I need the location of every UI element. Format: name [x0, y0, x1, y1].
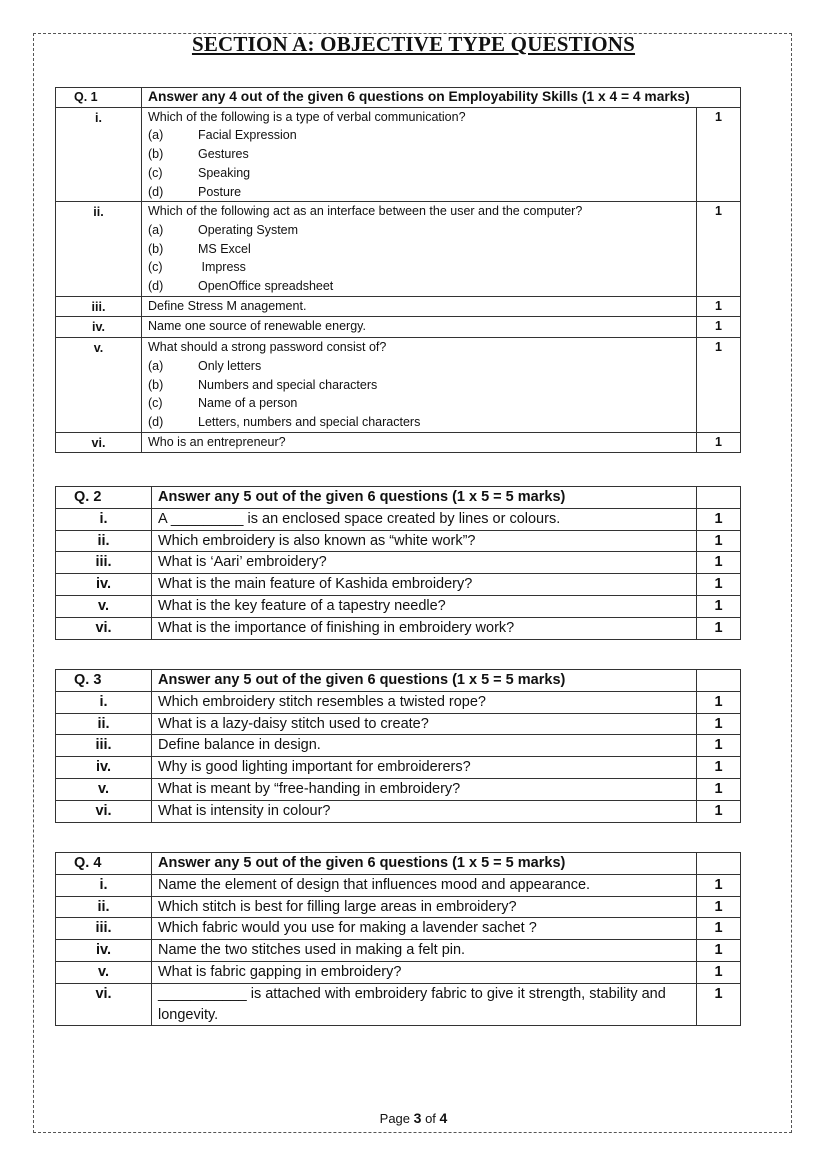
question-marks: 1 — [697, 940, 741, 962]
question-number: i. — [56, 107, 142, 202]
question-marks: 1 — [697, 800, 741, 822]
question-header-row — [56, 487, 741, 509]
answer-option — [148, 240, 690, 259]
question-row — [56, 617, 741, 639]
question-text: Which stitch is best for filling large areas in embroidery? — [158, 898, 517, 915]
question-marks: 1 — [697, 296, 741, 317]
question-marks: 1 — [697, 735, 741, 757]
question-marks: 1 — [697, 508, 741, 530]
question-cell — [152, 918, 697, 940]
question-text: What is fabric gapping in embroidery? — [158, 963, 402, 980]
question-cell — [152, 552, 697, 574]
question-cell — [142, 296, 697, 317]
option-text: MS Excel — [198, 241, 251, 256]
question-marks: 1 — [697, 202, 741, 297]
question-row — [56, 552, 741, 574]
question-number: i. — [56, 508, 152, 530]
question-text: What is ‘Aari’ embroidery? — [158, 554, 327, 571]
question-marks: 1 — [697, 574, 741, 596]
page-of: of — [425, 1111, 436, 1126]
question-number: ii. — [56, 530, 152, 552]
question-text: What is a lazy-daisy stitch used to create? — [158, 715, 429, 732]
question-number: iv. — [56, 317, 142, 338]
question-cell — [142, 432, 697, 453]
question-marks: 1 — [697, 432, 741, 453]
question-cell — [152, 508, 697, 530]
question-marks: 1 — [697, 595, 741, 617]
question-label: Q. 3 — [56, 670, 152, 692]
question-cell — [152, 983, 697, 1026]
option-letter: (d) — [148, 184, 164, 199]
question-number: v. — [56, 338, 142, 433]
question-number: v. — [56, 961, 152, 983]
answer-option — [148, 376, 690, 395]
question-text: Who is an entrepreneur? — [148, 434, 286, 449]
question-number: iii. — [56, 735, 152, 757]
question-cell — [152, 574, 697, 596]
marks-header-cell — [697, 853, 741, 875]
question-marks: 1 — [697, 874, 741, 896]
question-row — [56, 983, 741, 1026]
question-cell — [152, 595, 697, 617]
option-text: OpenOffice spreadsheet — [198, 279, 334, 294]
question-number: v. — [56, 778, 152, 800]
question-2-table — [55, 486, 741, 640]
question-marks: 1 — [697, 918, 741, 940]
question-number: v. — [56, 595, 152, 617]
option-letter: (b) — [148, 241, 164, 256]
question-number: iv. — [56, 940, 152, 962]
page-label: Page — [379, 1111, 411, 1126]
answer-option — [148, 221, 690, 240]
option-letter: (b) — [148, 377, 164, 392]
question-marks: 1 — [697, 757, 741, 779]
question-header-row — [56, 88, 741, 108]
option-letter: (a) — [148, 222, 164, 237]
question-row — [56, 757, 741, 779]
question-row — [56, 574, 741, 596]
question-marks: 1 — [697, 530, 741, 552]
question-row — [56, 713, 741, 735]
question-text: Name one source of renewable energy. — [148, 319, 366, 334]
question-instruction: Answer any 5 out of the given 6 questions (1 x 5 = 5 marks) — [152, 670, 697, 692]
question-4-table — [55, 852, 741, 1026]
question-row — [56, 874, 741, 896]
option-text: Numbers and special characters — [198, 377, 378, 392]
question-row — [56, 918, 741, 940]
question-text: What is the main feature of Kashida embroidery? — [158, 576, 473, 593]
question-cell — [152, 800, 697, 822]
question-marks: 1 — [697, 107, 741, 202]
question-number: vi. — [56, 800, 152, 822]
question-row — [56, 296, 741, 317]
question-number: iv. — [56, 574, 152, 596]
question-row — [56, 508, 741, 530]
question-marks: 1 — [697, 713, 741, 735]
option-letter: (c) — [148, 260, 163, 275]
option-text: Impress — [198, 260, 246, 275]
question-text: What is intensity in colour? — [158, 802, 331, 819]
question-label: Q. 2 — [56, 487, 152, 509]
question-cell — [152, 896, 697, 918]
question-text: Which embroidery stitch resembles a twisted rope? — [158, 693, 486, 710]
answer-option — [148, 164, 690, 183]
question-number: i. — [56, 691, 152, 713]
question-number: vi. — [56, 617, 152, 639]
question-number: vi. — [56, 983, 152, 1026]
page-footer — [0, 1110, 827, 1126]
question-row — [56, 778, 741, 800]
question-cell — [152, 691, 697, 713]
option-letter: (d) — [148, 414, 164, 429]
question-number: iii. — [56, 918, 152, 940]
answer-option — [148, 394, 690, 413]
question-row — [56, 107, 741, 202]
question-cell — [152, 874, 697, 896]
question-row — [56, 691, 741, 713]
question-marks: 1 — [697, 961, 741, 983]
question-number: iii. — [56, 296, 142, 317]
question-text: ___________ is attached with embroidery fabric to give it strength, stability and longevity. — [158, 985, 666, 1023]
question-row — [56, 202, 741, 297]
question-text: A _________ is an enclosed space created by lines or colours. — [158, 510, 561, 527]
question-text: Name the element of design that influences mood and appearance. — [158, 876, 591, 893]
question-marks: 1 — [697, 691, 741, 713]
question-number: ii. — [56, 202, 142, 297]
marks-header-cell — [697, 487, 741, 509]
question-cell — [152, 757, 697, 779]
question-marks: 1 — [697, 896, 741, 918]
question-row — [56, 338, 741, 433]
question-label: Q. 1 — [56, 88, 142, 108]
question-row — [56, 530, 741, 552]
question-1-table — [55, 87, 741, 453]
question-row — [56, 317, 741, 338]
option-text: Operating System — [198, 222, 299, 237]
page-number: 3 — [413, 1110, 422, 1126]
question-cell — [152, 961, 697, 983]
question-number: vi. — [56, 432, 142, 453]
question-text: Which embroidery is also known as “white work”? — [158, 532, 476, 549]
question-cell — [152, 617, 697, 639]
question-marks: 1 — [697, 552, 741, 574]
question-marks: 1 — [697, 983, 741, 1026]
question-number: ii. — [56, 713, 152, 735]
option-letter: (a) — [148, 358, 164, 373]
answer-option — [148, 357, 690, 376]
question-text: What is the key feature of a tapestry needle? — [158, 597, 446, 614]
page-total: 4 — [439, 1110, 448, 1126]
answer-option — [148, 183, 690, 202]
option-text: Speaking — [198, 165, 251, 180]
answer-option — [148, 258, 690, 277]
question-cell — [142, 107, 697, 202]
option-letter: (d) — [148, 279, 164, 294]
question-instruction: Answer any 5 out of the given 6 questions (1 x 5 = 5 marks) — [152, 853, 697, 875]
option-letter: (a) — [148, 128, 164, 143]
question-cell — [142, 202, 697, 297]
question-instruction: Answer any 5 out of the given 6 questions (1 x 5 = 5 marks) — [152, 487, 697, 509]
question-text: What should a strong password consist of? — [148, 340, 387, 355]
question-cell — [152, 713, 697, 735]
marks-header-cell — [697, 670, 741, 692]
answer-option — [148, 277, 690, 296]
option-letter: (b) — [148, 147, 164, 162]
question-text: Define Stress M anagement. — [148, 298, 307, 313]
question-text: Name the two stitches used in making a felt pin. — [158, 942, 466, 959]
question-row — [56, 961, 741, 983]
question-marks: 1 — [697, 778, 741, 800]
question-number: iv. — [56, 757, 152, 779]
answer-option — [148, 145, 690, 164]
question-instruction: Answer any 4 out of the given 6 questions on Employability Skills (1 x 4 = 4 marks) — [142, 88, 741, 108]
answer-option — [148, 126, 690, 145]
section-title: SECTION A: OBJECTIVE TYPE QUESTIONS — [191, 32, 636, 56]
question-text: What is the importance of finishing in embroidery work? — [158, 619, 515, 636]
question-marks: 1 — [697, 317, 741, 338]
question-row — [56, 896, 741, 918]
question-text: What is meant by “free-handing in embroidery? — [158, 780, 461, 797]
question-marks: 1 — [697, 617, 741, 639]
question-text: Which of the following is a type of verbal communication? — [148, 109, 466, 124]
option-text: Name of a person — [198, 396, 298, 411]
question-text: Which of the following act as an interface between the user and the computer? — [148, 204, 583, 219]
question-3-table — [55, 669, 741, 823]
question-cell — [152, 940, 697, 962]
option-text: Letters, numbers and special characters — [198, 414, 421, 429]
answer-option — [148, 413, 690, 432]
option-letter: (c) — [148, 396, 163, 411]
question-row — [56, 595, 741, 617]
option-letter: (c) — [148, 165, 163, 180]
question-row — [56, 800, 741, 822]
question-marks: 1 — [697, 338, 741, 433]
question-row — [56, 735, 741, 757]
question-cell — [152, 735, 697, 757]
question-row — [56, 432, 741, 453]
option-text: Facial Expression — [198, 128, 297, 143]
question-text: Why is good lighting important for embroiderers? — [158, 759, 471, 776]
option-text: Only letters — [198, 358, 262, 373]
question-cell — [152, 778, 697, 800]
question-header-row — [56, 670, 741, 692]
option-text: Posture — [198, 184, 242, 199]
option-text: Gestures — [198, 147, 249, 162]
question-header-row — [56, 853, 741, 875]
question-cell — [152, 530, 697, 552]
question-row — [56, 940, 741, 962]
question-cell — [142, 317, 697, 338]
question-text: Define balance in design. — [158, 737, 321, 754]
question-label: Q. 4 — [56, 853, 152, 875]
question-number: iii. — [56, 552, 152, 574]
question-number: i. — [56, 874, 152, 896]
question-number: ii. — [56, 896, 152, 918]
question-text: Which fabric would you use for making a lavender sachet ? — [158, 920, 537, 937]
question-cell — [142, 338, 697, 433]
